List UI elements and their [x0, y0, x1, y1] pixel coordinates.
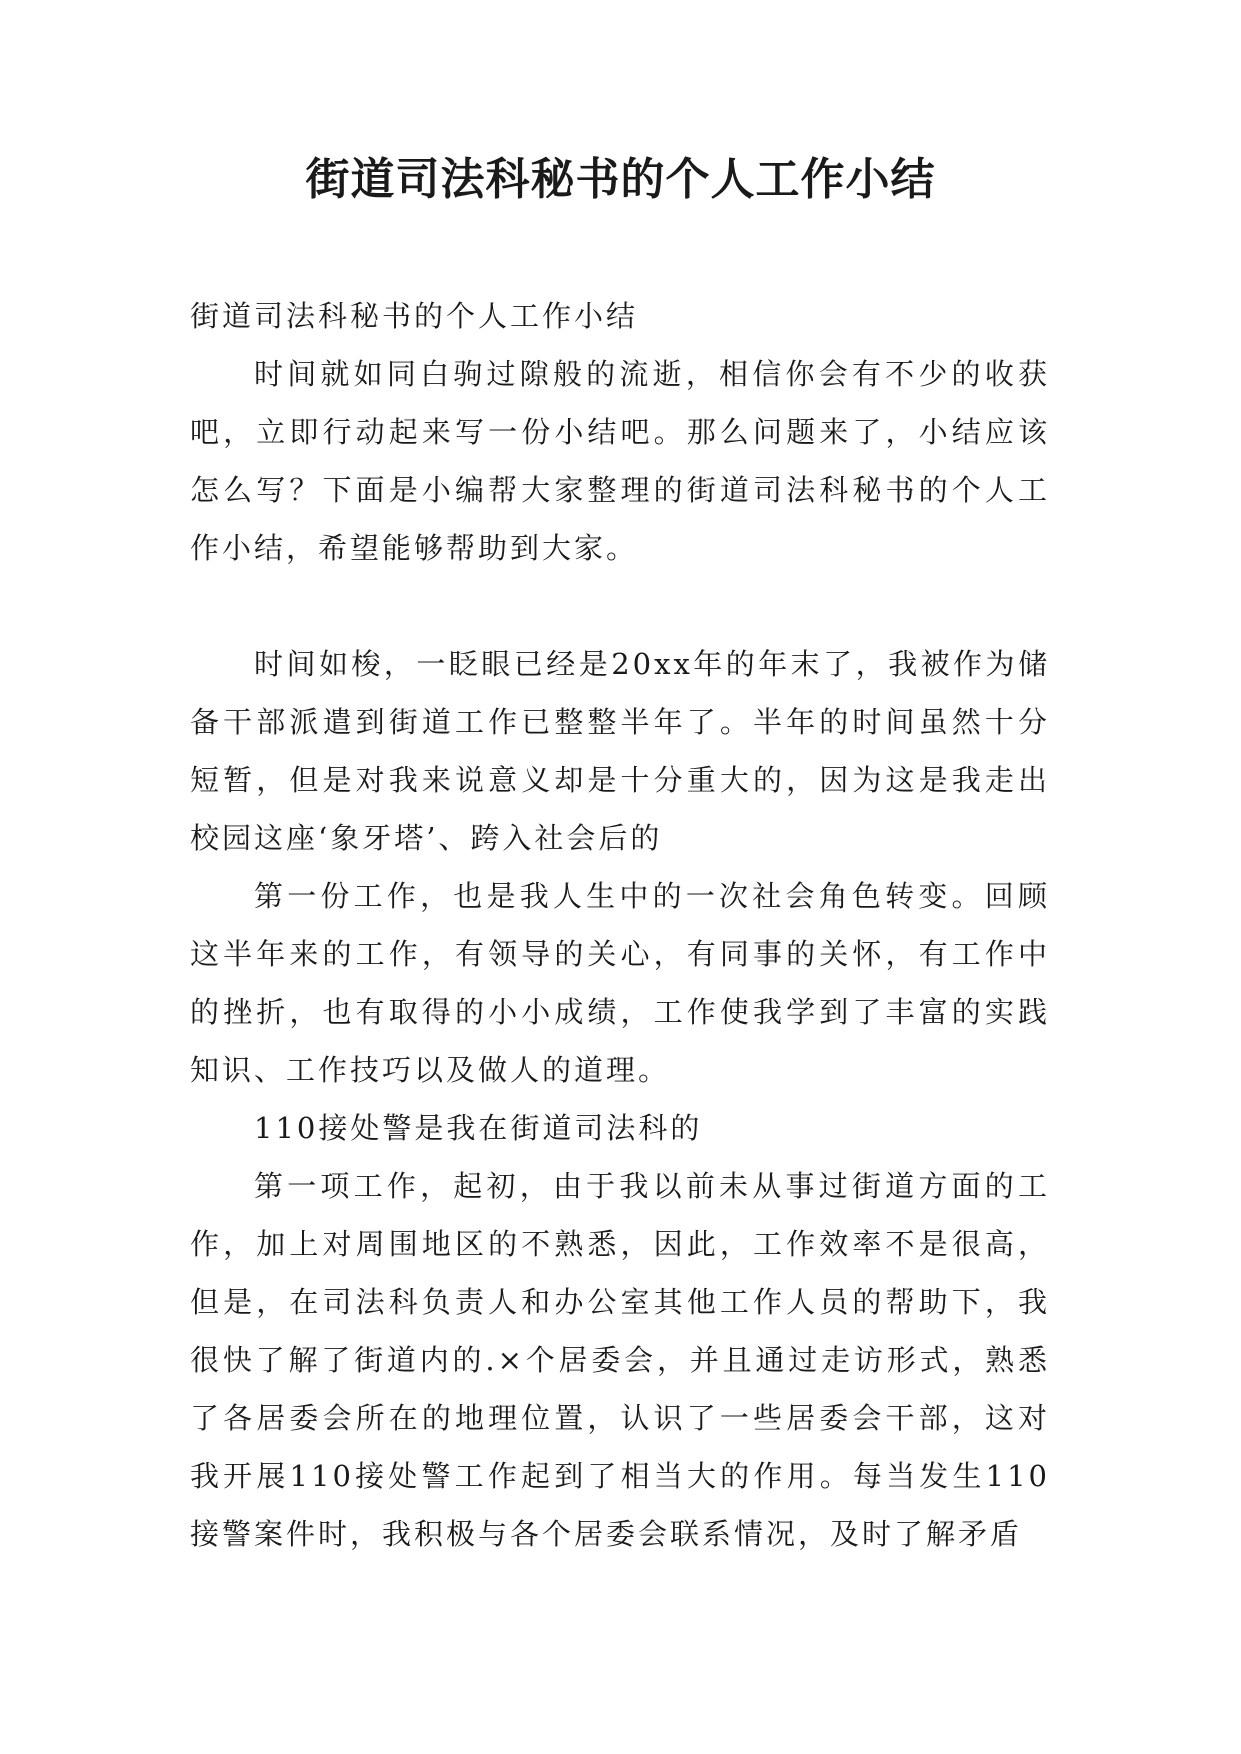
body-paragraph: 110接处警是我在街道司法科的 — [254, 1111, 703, 1145]
body-paragraph: 第一份工作，也是我人生中的一次社会角色转变。回顾这半年来的工作，有领导的关心，有同事的关怀，有工作中的挫折，也有取得的小小成绩，工作使我学到了丰富的实践知识、工作技巧以及做人的道理。 — [190, 879, 1050, 1087]
body-paragraph: 时间如梭，一眨眼已经是20xx年的年末了，我被作为储备干部派遣到街道工作已整整半年了。半年的时间虽然十分短暂，但是对我来说意义却是十分重大的，因为这是我走出校园这座‘象牙塔’、跨入社会后的 — [190, 647, 1050, 855]
subtitle-paragraph: 街道司法科秘书的个人工作小结 — [190, 299, 639, 333]
document-body — [190, 287, 1050, 1563]
body-paragraph: 第一项工作，起初，由于我以前未从事过街道方面的工作，加上对周围地区的不熟悉，因此，工作效率不是很高，但是，在司法科负责人和办公室其他工作人员的帮助下，我很快了解了街道内的.×个居委会，并且通过走访形式，熟悉了各居委会所在的地理位置，认识了一些居委会干部，这对我开展110接处警工作起到了相当大的作用。每当发生110接警案件时，我积极与各个居委会联系情况，及时了解矛盾 — [190, 1169, 1050, 1551]
paragraph-spacer — [190, 577, 1050, 635]
document-title: 街道司法科秘书的个人工作小结 — [305, 154, 936, 205]
intro-paragraph: 时间就如同白驹过隙般的流逝，相信你会有不少的收获吧，立即行动起来写一份小结吧。那么问题来了，小结应该怎么写？下面是小编帮大家整理的街道司法科秘书的个人工作小结，希望能够帮助到大家。 — [190, 357, 1050, 565]
